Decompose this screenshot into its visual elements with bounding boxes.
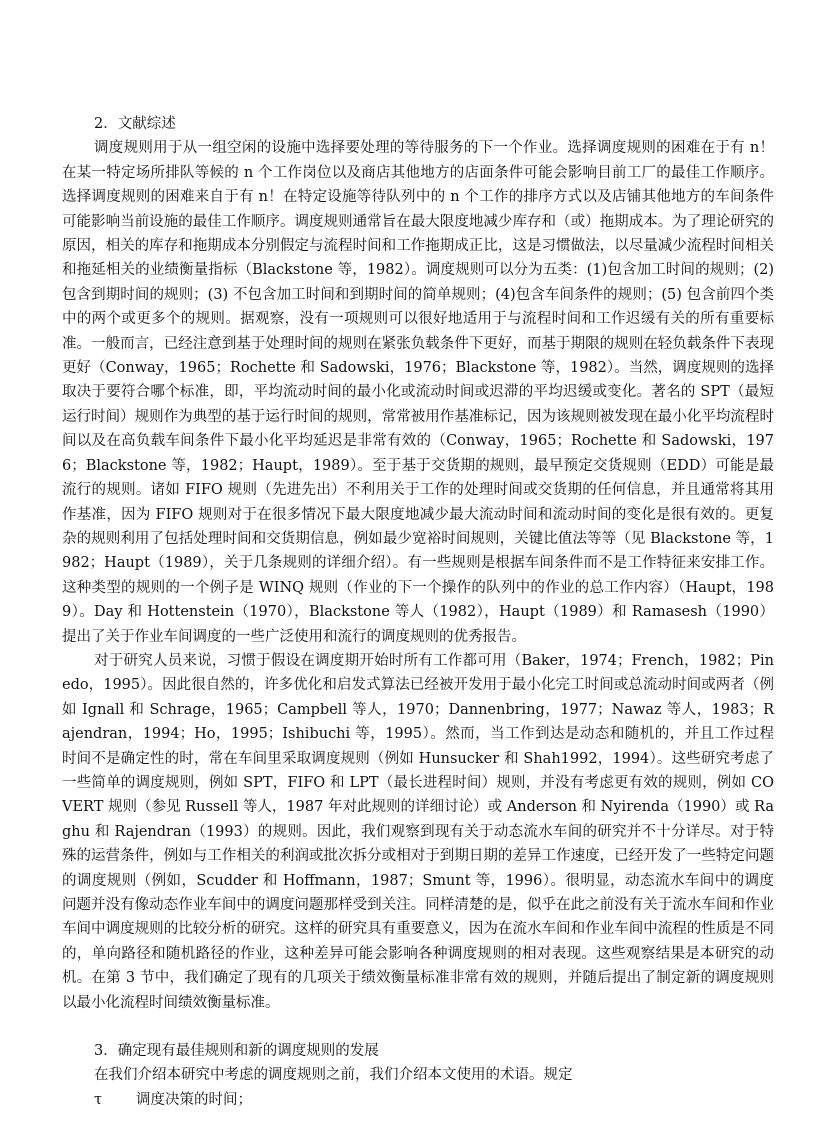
section-3-intro: 在我们介绍本研究中考虑的调度规则之前，我们介绍本文使用的术语。规定 xyxy=(94,1067,573,1084)
section-spacer xyxy=(62,1015,774,1039)
definition-text: 调度决策的时间； xyxy=(136,1091,252,1108)
section-2-paragraph-2: 对于研究人员来说，习惯于假设在调度期开始时所有工作都可用（Baker，1974；French，1982；Pinedo，1995）。因此很自然的，许多优化和启发式算法已经被开发用于最小化完工时间或总流动时间或两者（例如 Ignall 和 Schrage，1965；Campbell 等人，1970；Dannenbring，1977；Nawaz 等人，1983；Rajendran，1994；Ho，1995；Ishibuchi 等，1995）。然而，当工作到达是动态和随机的，并且工作过程时间不是确定性的时，常在车间里采取调度规则（例如 Hunsucker 和 Shah1992，1994）。这些研究考虑了一些简单的调度规则，例如 SPT，FIFO 和 LPT（最长进程时间）规则，并没有考虑更有效的规则，例如 COVERT 规则（参见 Russell 等人，1987 年对此规则的详细讨论）或 Anderson 和 Nyirenda（1990）或 Raghu 和 Rajendran（1993）的规则。因此，我们观察到现有关于动态流水车间的研究并不十分详尽。对于特殊的运营条件，例如与工作相关的利润或批次拆分或相对于到期日期的差异工作速度，已经开发了一些特定问题的调度规则（例如，Scudder 和 Hoffmann，1987；Smunt 等，1996）。很明显，动态流水车间中的调度问题并没有像动态作业车间中的调度问题那样受到关注。同样清楚的是，似乎在此之前没有关于流水车间和作业车间中调度规则的比较分析的研究。这样的研究具有重要意义，因为在流水车间和作业车间中流程的性质是不同的，单向路径和随机路径的作业，这种差异可能会影响各种调度规则的相对表现。这些观察结果是本研究的动机。在第 3 节中，我们确定了现有的几项关于绩效衡量标准非常有效的规则，并随后提出了制定新的调度规则以最小化流程时间绩效衡量标准。 xyxy=(62,652,774,1011)
document-page xyxy=(62,112,774,1112)
definition-symbol: τ xyxy=(94,1091,103,1108)
section-3-heading: 3．确定现有最佳规则和新的调度规则的发展 xyxy=(94,1043,379,1060)
definition-item xyxy=(62,1088,774,1112)
section-2-paragraph-1: 调度规则用于从一组空闲的设施中选择要处理的等待服务的下一个作业。选择调度规则的困难在于有 n！在某一特定场所排队等候的 n 个工作岗位以及商店其他地方的店面条件可能会影响目前工厂的最佳工作顺序。选择调度规则的困难来自于有 n！在特定设施等待队列中的 n 个工作的排序方式以及店铺其他地方的车间条件可能影响当前设施的最佳工作顺序。调度规则通常旨在最大限度地减少库存和（或）拖期成本。为了理论研究的原因，相关的库存和拖期成本分别假定与流程时间和工作拖期成正比，这是习惯做法，以尽量减少流程时间相关和拖延相关的业绩衡量指标（Blackstone 等，1982）。调度规则可以分为五类：(1)包含加工时间的规则；(2)包含到期时间的规则；(3) 不包含加工时间和到期时间的简单规则；(4)包含车间条件的规则；(5) 包含前四个类中的两个或更多个的规则。据观察，没有一项规则可以很好地适用于与流程时间和工作迟缓有关的所有重要标准。一般而言，已经注意到基于处理时间的规则在紧张负载条件下更好，而基于期限的规则在轻负载条件下表现更好（Conway，1965；Rochette 和 Sadowski，1976；Blackstone 等，1982）。当然，调度规则的选择取决于要符合哪个标准，即，平均流动时间的最小化或流动时间或迟滞的平均迟缓或变化。著名的 SPT（最短运行时间）规则作为典型的基于运行时间的规则，常常被用作基准标记，因为该规则被发现在最小化平均流程时间以及在高负载车间条件下最小化平均延迟是非常有效的（Conway，1965；Rochette 和 Sadowski，1976；Blackstone 等，1982；Haupt，1989）。至于基于交货期的规则，最早预定交货规则（EDD）可能是最流行的规则。诸如 FIFO 规则（先进先出）不利用关于工作的处理时间或交货期的任何信息，并且通常将其用作基准，因为 FIFO 规则对于在很多情况下最大限度地减少最大流动时间和流动时间的变化是很有效的。更复杂的规则利用了包括处理时间和交货期信息，例如最少宽裕时间规则，关键比值法等等（见 Blackstone 等，1982；Haupt（1989），关于几条规则的详细介绍）。有一些规则是根据车间条件而不是工作特征来安排工作。这种类型的规则的一个例子是 WINQ 规则（作业的下一个操作的队列中的作业的总工作内容）（Haupt，1989）。Day 和 Hottenstein（1970），Blackstone 等人（1982），Haupt（1989）和 Ramasesh（1990）提出了关于作业车间调度的一些广泛使用和流行的调度规则的优秀报告。 xyxy=(62,140,774,645)
section-2-heading: 2．文献综述 xyxy=(94,116,176,132)
